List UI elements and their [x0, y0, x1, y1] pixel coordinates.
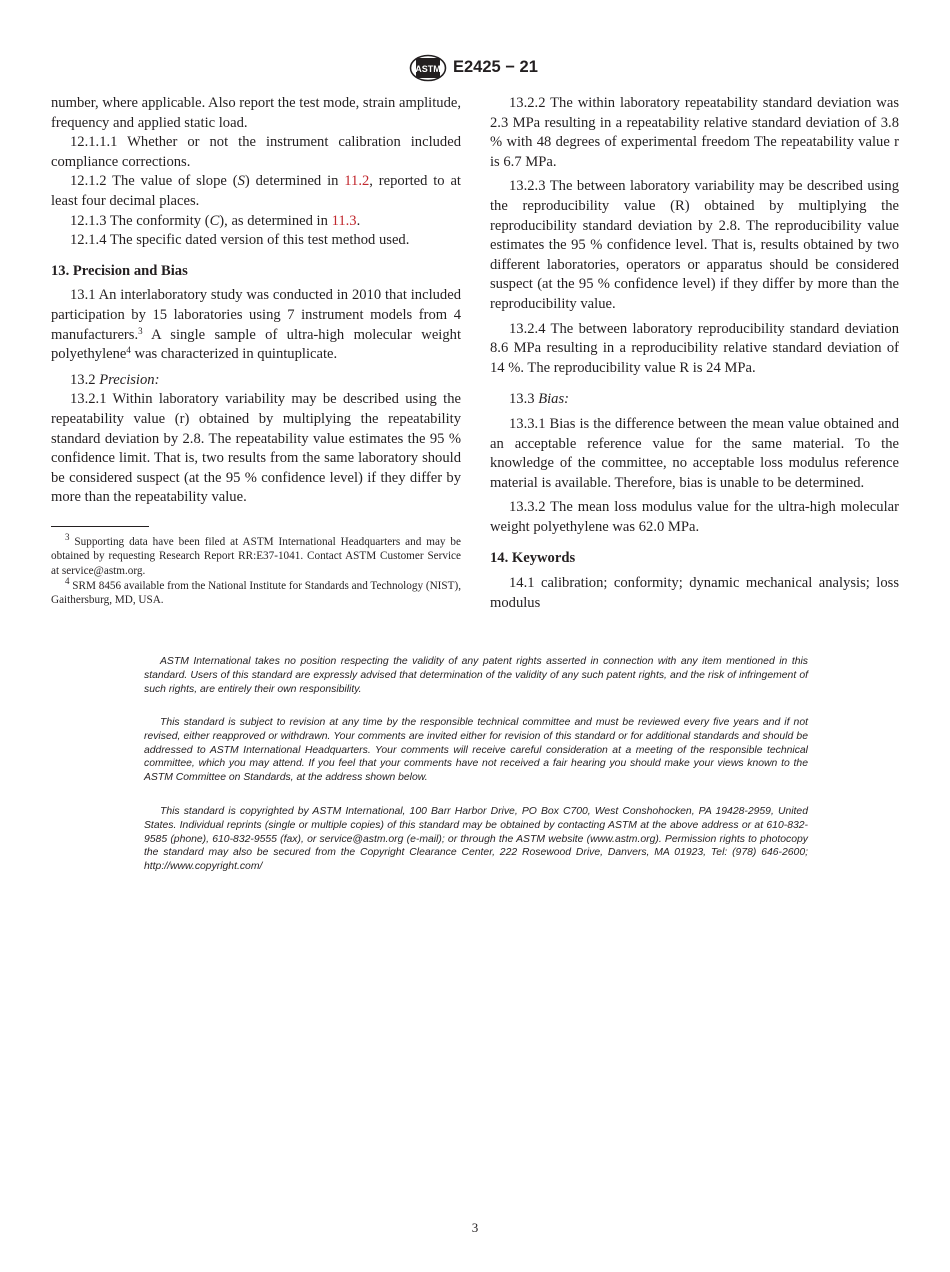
symbol-c: C: [209, 212, 220, 229]
footnote-mark-4: 4: [65, 575, 70, 586]
subheading-title: Bias:: [538, 391, 569, 408]
text: Supporting data have been filed at ASTM International Headquarters and may be obtained by requesting Research Report RR:E37-1041. Contact ASTM Customer Service at service@astm.org.: [51, 535, 461, 578]
notice-text: This standard is copyrighted by ASTM International, 100 Barr Harbor Drive, PO Box C700, West Conshohocken, PA 19428-2959, United States. Individual reprints (single or multiple copies) of this standard may be obtained by contacting ASTM at the above address or at 610-832-9585 (phone), 610-832-9555 (fax), or service@astm.org (e-mail); or through the ASTM website (www.astm.org). Permission rights to photocopy the standard may also be secured from the Copyright Clearance Center, 222 Rosewood Drive, Danvers, MA 01923, Tel: (978) 646-2600; http://www.copyright.com/: [144, 806, 808, 873]
paragraph-13-2-4: 13.2.4 The between laboratory reproducibility standard deviation 8.6 MPa resulting in a reproducibility relative standard deviation of 14 %. The reproducibility value R is 24 MPa.: [490, 320, 899, 376]
revision-notice: [144, 716, 808, 785]
notice-text: This standard is subject to revision at any time by the responsible technical committee and must be reviewed every five years and if not revised, either reapproved or withdrawn. Your comments are invited either for revision of this standard or for additional standards and should be addressed to ASTM International Headquarters. Your comments will receive careful consideration at a meeting of the responsible technical committee, which you may attend. If you feel that your comments have not received a fair hearing you should make your views known to the ASTM Committee on Standards, at the address shown below.: [144, 717, 808, 784]
paragraph-12-1-1-1: 12.1.1.1 Whether or not the instrument calibration included compliance corrections.: [51, 134, 461, 170]
subheading-title: Precision:: [99, 371, 160, 388]
section-heading-14: 14. Keywords: [490, 550, 576, 567]
right-column: [490, 94, 899, 613]
left-column: [51, 94, 461, 608]
paragraph-13-3-2: 13.3.2 The mean loss modulus value for the ultra-high molecular weight polyethylene was 62.0 MPa.: [490, 499, 899, 535]
section-link-11-2[interactable]: 11.2: [344, 173, 370, 190]
copyright-notice: [144, 805, 808, 874]
text: , reported to at least four decimal places.: [51, 173, 461, 209]
footnote-divider: [51, 526, 149, 527]
section-link-11-3[interactable]: 11.3: [331, 212, 357, 229]
footnote-ref-4[interactable]: 4: [126, 345, 131, 356]
paragraph-12-1-4: 12.1.4 The specific dated version of this test method used.: [70, 232, 410, 249]
paragraph-13-1: [51, 286, 461, 364]
text: 12.1.2 The value of slope (: [70, 173, 238, 190]
page-header: [0, 54, 950, 84]
text: 13.2: [70, 371, 100, 388]
paragraph-12-1-1-cont: number, where applicable. Also report the test mode, strain amplitude, frequency and applied static load.: [51, 95, 461, 131]
svg-text:ASTM: ASTM: [415, 64, 441, 74]
footnote-ref-3[interactable]: 3: [138, 325, 143, 336]
footnote-4: [51, 575, 461, 608]
text: ) determined in: [244, 173, 345, 190]
symbol-s: S: [237, 173, 245, 190]
paragraph-12-1-3: [51, 212, 461, 232]
text: SRM 8456 available from the National Institute for Standards and Technology (NIST), Gaithersburg, MD, USA.: [51, 579, 461, 607]
text: A single sample of ultra-high molecular weight polyethylene: [51, 326, 461, 363]
patent-notice: [144, 655, 808, 696]
paragraph-13-2-1: 13.2.1 Within laboratory variability may be described using the repeatability value (r) obtained by multiplying the repeatability standard deviation by 2.8. The repeatability value estimates the 95 % confidence limit. That is, two results from the same laboratory should be considered suspect (at the 95 % confidence level) if they differ by more than the repeatability value.: [51, 391, 461, 506]
paragraph-13-2-3: 13.2.3 The between laboratory variability may be described using the reproducibility value (R) obtained by multiplying the reproducibility standard deviation by 2.8. The reproducibility value estimates the 95 % confidence level. That is, results obtained by two different laboratories, operators or apparatus should be considered suspect (at the 95 % confidence level) if they differ by more than the reproducibility value.: [490, 178, 899, 312]
subheading-precision: [51, 371, 461, 391]
paragraph-13-3-1: 13.3.1 Bias is the difference between the mean value obtained and an acceptable reference value for the same material. To the knowledge of the committee, no acceptable loss modulus reference material is available. Therefore, bias is unable to be determined.: [490, 415, 899, 491]
notice-text: ASTM International takes no position respecting the validity of any patent rights asserted in connection with any item mentioned in this standard. Users of this standard are expressly advised that determination of the validity of any such patent rights, and the risk of infringement of such rights, are entirely their own responsibility.: [144, 656, 808, 695]
paragraph-12-1-2: [51, 172, 461, 211]
text: .: [356, 212, 361, 229]
astm-logo-icon: [409, 54, 447, 82]
section-heading-13: 13. Precision and Bias: [51, 262, 188, 279]
text: was characterized in quintuplicate.: [130, 346, 338, 363]
paragraph-13-2-2: 13.2.2 The within laboratory repeatability standard deviation was 2.3 MPa resulting in a repeatability relative standard deviation of 3.8 % with 48 degrees of experimental freedom The repeatability value r is 6.7 MPa.: [490, 95, 899, 170]
text: 12.1.3 The conformity (: [70, 212, 210, 229]
subheading-bias: [490, 390, 899, 410]
document-id: E2425 − 21: [453, 58, 538, 76]
paragraph-14-1: 14.1 calibration; conformity; dynamic mechanical analysis; loss modulus: [490, 575, 899, 611]
footnote-3: [51, 531, 461, 579]
footnote-mark-3: 3: [65, 531, 70, 542]
text: 13.1 An interlaboratory study was conducted in 2010 that included participation by 15 laboratories using 7 instrument models from 4 manufacturers.: [51, 287, 461, 343]
page-number: 3: [471, 1220, 479, 1235]
text: 13.3: [509, 391, 539, 408]
text: ), as determined in: [219, 212, 332, 229]
